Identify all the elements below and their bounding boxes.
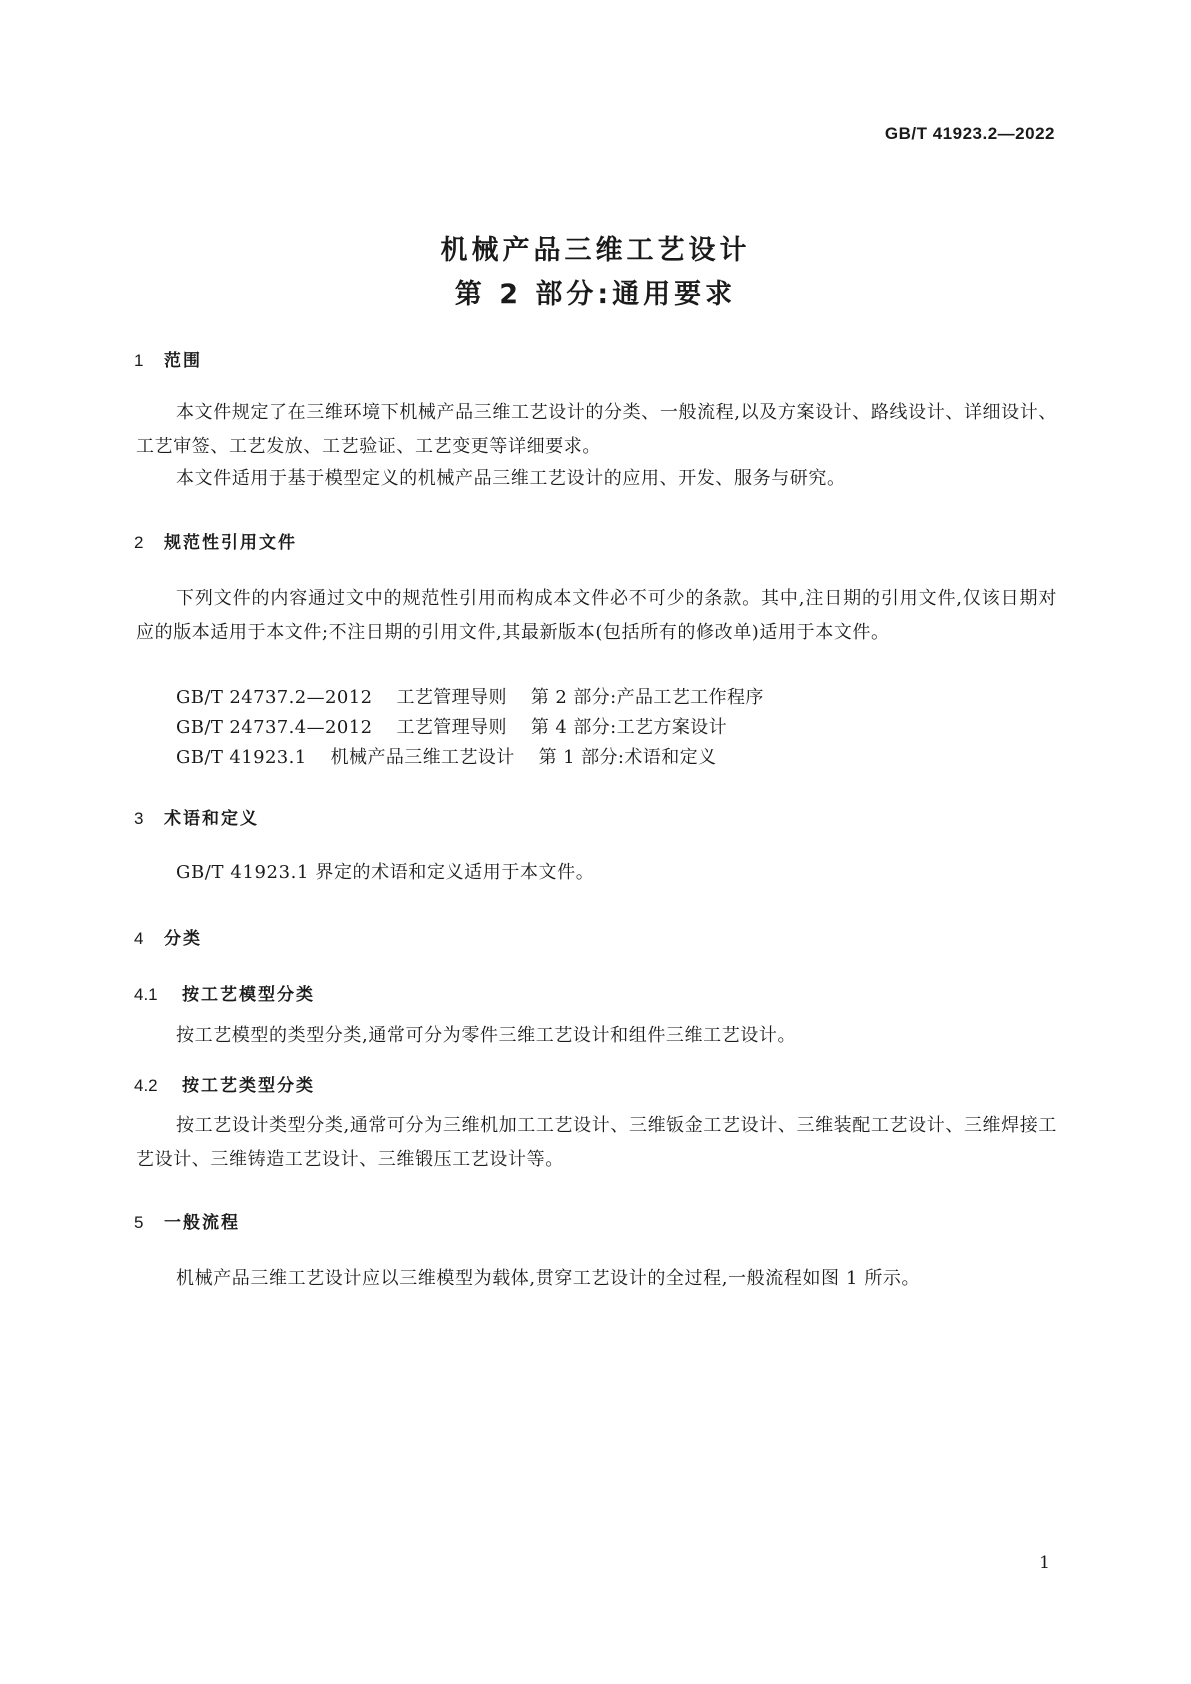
reference-title: 机械产品三维工艺设计 xyxy=(330,747,515,768)
section-heading-scope xyxy=(134,346,202,371)
section-number: 5 xyxy=(134,1213,144,1232)
reference-code: GB/T 24737.4—2012 xyxy=(176,717,373,738)
paragraph: 下列文件的内容通过文中的规范性引用而构成本文件必不可少的条款。其中,注日期的引用文件,仅该日期对应的版本适用于本文件;不注日期的引用文件,其最新版本(包括所有的修改单)适用于本文件。 xyxy=(136,588,1057,643)
reference-code: GB/T 41923.1 xyxy=(176,747,307,768)
subsection-heading xyxy=(134,980,315,1005)
document-subtitle: 第 2 部分:通用要求 xyxy=(454,279,737,310)
section-title: 按工艺模型分类 xyxy=(182,985,315,1005)
paragraph: 按工艺模型的类型分类,通常可分为零件三维工艺设计和组件三维工艺设计。 xyxy=(176,1025,797,1046)
reference-title: 工艺管理导则 xyxy=(396,717,507,738)
section-number: 4.1 xyxy=(134,985,158,1004)
paragraph: 机械产品三维工艺设计应以三维模型为载体,贯穿工艺设计的全过程,一般流程如图 1 所示。 xyxy=(176,1268,921,1289)
section-heading-terms xyxy=(134,804,259,829)
section-title: 规范性引用文件 xyxy=(164,533,297,553)
section-number: 3 xyxy=(134,809,144,828)
section-number: 1 xyxy=(134,351,144,370)
section-number: 4.2 xyxy=(134,1076,158,1095)
reference-code: GB/T 24737.2—2012 xyxy=(176,687,373,708)
section-heading-general-process xyxy=(134,1208,240,1233)
page-number: 1 xyxy=(1039,1553,1050,1573)
section-heading-normative-references xyxy=(134,528,297,553)
section-title: 按工艺类型分类 xyxy=(182,1076,315,1096)
paragraph: 本文件规定了在三维环境下机械产品三维工艺设计的分类、一般流程,以及方案设计、路线设计、详细设计、工艺审签、工艺发放、工艺验证、工艺变更等详细要求。 xyxy=(136,402,1057,457)
section-title: 一般流程 xyxy=(164,1213,240,1233)
section-title: 范围 xyxy=(164,351,202,371)
reference-item xyxy=(176,713,727,739)
document-title: 机械产品三维工艺设计 xyxy=(440,235,751,266)
section-number: 2 xyxy=(134,533,144,552)
standard-code: GB/T 41923.2—2022 xyxy=(884,124,1055,143)
section-title: 术语和定义 xyxy=(164,809,259,829)
section-title: 分类 xyxy=(164,929,202,949)
reference-part: 第 2 部分:产品工艺工作程序 xyxy=(530,687,764,708)
section-number: 4 xyxy=(134,929,144,948)
reference-part: 第 1 部分:术语和定义 xyxy=(538,747,717,768)
subsection-heading xyxy=(134,1071,315,1096)
section-heading-classification xyxy=(134,924,202,949)
paragraph: GB/T 41923.1 界定的术语和定义适用于本文件。 xyxy=(176,862,595,883)
paragraph: 本文件适用于基于模型定义的机械产品三维工艺设计的应用、开发、服务与研究。 xyxy=(176,468,846,489)
paragraph: 按工艺设计类型分类,通常可分为三维机加工工艺设计、三维钣金工艺设计、三维装配工艺设计、三维焊接工艺设计、三维铸造工艺设计、三维锻压工艺设计等。 xyxy=(136,1115,1057,1170)
reference-item xyxy=(176,743,716,769)
reference-part: 第 4 部分:工艺方案设计 xyxy=(530,717,728,738)
reference-item xyxy=(176,683,764,709)
reference-title: 工艺管理导则 xyxy=(396,687,507,708)
